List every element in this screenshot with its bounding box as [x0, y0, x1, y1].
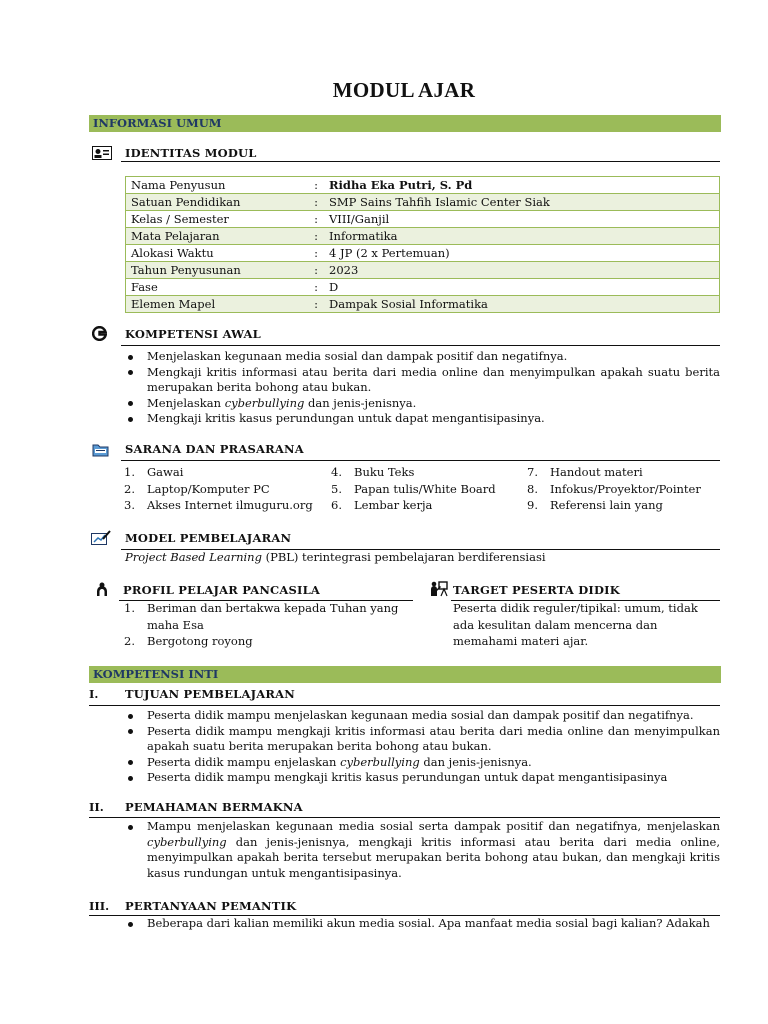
list-item	[124, 464, 334, 481]
list-text: Gawai	[147, 465, 184, 479]
folder-icon	[92, 442, 109, 461]
list-text: Laptop/Komputer PC	[147, 481, 270, 496]
table-row	[126, 194, 720, 211]
row-value: 2023	[324, 262, 720, 279]
row-label: Tahun Penyusunan	[126, 262, 309, 279]
row-separator: :	[308, 245, 324, 262]
sarana-list-col3	[527, 464, 727, 514]
pemahaman-number: II.	[89, 800, 104, 814]
row-label: Kelas / Semester	[126, 211, 309, 228]
list-item	[331, 464, 531, 481]
list-item	[124, 633, 414, 650]
list-item	[331, 481, 531, 498]
list-text: Buku Teks	[354, 465, 415, 479]
row-separator: :	[308, 228, 324, 245]
target-text: Peserta didik reguler/tipikal: umum, tidak ada kesulitan dalam mencerna dan memahami materi ajar.	[453, 601, 698, 648]
row-value: Ridha Eka Putri, S. Pd	[324, 177, 720, 194]
pemahaman-list	[125, 819, 720, 881]
model-text: Project Based Learning (PBL) terintegrasi pembelajaran berdiferensiasi	[125, 550, 546, 564]
pertanyaan-heading: PERTANYAAN PEMANTIK	[125, 899, 297, 913]
row-value: Dampak Sosial Informatika	[324, 296, 720, 313]
sarana-heading: SARANA DAN PRASARANA	[125, 442, 304, 456]
list-text: Beriman dan bertakwa kepada Tuhan yang maha Esa	[147, 601, 399, 632]
table-row	[126, 177, 720, 194]
row-separator: :	[308, 211, 324, 228]
target-heading: TARGET PESERTA DIDIK	[453, 583, 620, 597]
row-separator: :	[308, 296, 324, 313]
list-number: 6.	[331, 498, 342, 512]
list-item	[124, 497, 334, 514]
list-text: Handout materi	[550, 465, 643, 479]
teacher-board-icon	[430, 581, 448, 601]
profil-list	[124, 600, 414, 650]
sarana-list-col2	[331, 464, 531, 514]
model-heading: MODEL PEMBELAJARAN	[125, 531, 292, 545]
pemahaman-heading: PEMAHAMAN BERMAKNA	[125, 800, 303, 814]
table-row	[126, 211, 720, 228]
row-label: Fase	[126, 279, 309, 296]
divider	[89, 817, 720, 818]
table-row	[126, 262, 720, 279]
list-text: Papan tulis/White Board	[354, 481, 496, 496]
list-number: 1.	[124, 601, 135, 615]
row-value: SMP Sains Tahfih Islamic Center Siak	[324, 194, 720, 211]
identitas-heading: IDENTITAS MODUL	[125, 146, 257, 160]
list-item	[527, 497, 727, 514]
list-number: 4.	[331, 465, 342, 479]
pen-chart-icon	[91, 530, 111, 549]
row-separator: :	[308, 279, 324, 296]
row-separator: :	[308, 177, 324, 194]
pertanyaan-list	[125, 916, 720, 932]
list-text: Lembar kerja	[354, 498, 433, 512]
identitas-table	[125, 176, 720, 313]
row-label: Alokasi Waktu	[126, 245, 309, 262]
list-number: 2.	[124, 481, 135, 496]
list-item: Peserta didik mampu menjelaskan kegunaan media sosial dan dampak positif dan negatifnya.	[125, 708, 720, 724]
list-item: Menjelaskan kegunaan media sosial dan dampak positif dan negatifnya.	[125, 349, 720, 365]
list-number: 2.	[124, 634, 135, 648]
row-value: VIII/Ganjil	[324, 211, 720, 228]
list-item	[331, 497, 531, 514]
kompetensi-awal-list	[125, 349, 720, 427]
tujuan-heading: TUJUAN PEMBELAJARAN	[125, 687, 295, 701]
divider	[121, 345, 720, 346]
list-item: Peserta didik mampu enjelaskan cyberbullying dan jenis-jenisnya.	[125, 755, 720, 771]
list-text: Referensi lain yang	[550, 498, 663, 512]
row-label: Elemen Mapel	[126, 296, 309, 313]
pertanyaan-number: III.	[89, 899, 110, 913]
kompetensi-awal-heading: KOMPETENSI AWAL	[125, 327, 261, 341]
list-item: Mampu menjelaskan kegunaan media sosial serta dampak positif dan negatifnya, menjelaskan cyberbullying dan jenis-jenisnya, mengkaji kritis informasi atau berita dari media online, menyimpulkan apakah berita tersebut merupakan berita bohong atau bukan, dan mengkaji kritis kasus rundungan untuk mengantisipasinya.	[125, 819, 720, 881]
section-band-kompetensi-inti: KOMPETENSI INTI	[89, 666, 721, 683]
list-item	[124, 481, 334, 498]
row-separator: :	[308, 262, 324, 279]
list-item: Peserta didik mampu mengkaji kritis informasi atau berita dari media online dan menyimpulkan apakah suatu berita merupakan berita bohong atau bukan.	[125, 724, 720, 755]
list-item: Menjelaskan cyberbullying dan jenis-jenisnya.	[125, 396, 720, 412]
person-flag-icon	[94, 582, 110, 601]
divider	[89, 705, 720, 706]
document-title: MODUL AJAR	[332, 78, 476, 102]
list-text: Bergotong royong	[147, 634, 253, 648]
list-item: Mengkaji kritis kasus perundungan untuk dapat mengantisipasinya.	[125, 411, 720, 427]
list-number: 7.	[527, 465, 538, 479]
list-item	[527, 464, 727, 481]
divider	[121, 161, 720, 162]
row-label: Nama Penyusun	[126, 177, 309, 194]
row-value: Informatika	[324, 228, 720, 245]
tujuan-number: I.	[89, 687, 99, 701]
row-label: Mata Pelajaran	[126, 228, 309, 245]
row-value: 4 JP (2 x Pertemuan)	[324, 245, 720, 262]
list-item: Mengkaji kritis informasi atau berita dari media online dan menyimpulkan apakah suatu berita merupakan berita bohong atau bukan.	[125, 365, 720, 396]
row-label: Satuan Pendidikan	[126, 194, 309, 211]
list-number: 9.	[527, 498, 538, 512]
list-text: Akses Internet ilmuguru.org	[147, 498, 313, 512]
list-text: Infokus/Proyektor/Pointer	[550, 481, 701, 496]
tujuan-list	[125, 708, 720, 786]
profil-heading: PROFIL PELAJAR PANCASILA	[123, 583, 321, 597]
list-item	[124, 600, 414, 633]
table-row	[126, 245, 720, 262]
section-band-informasi-umum: INFORMASI UMUM	[89, 115, 721, 132]
list-number: 5.	[331, 481, 342, 496]
list-number: 3.	[124, 498, 135, 512]
id-card-icon	[92, 145, 112, 164]
row-value: D	[324, 279, 720, 296]
table-row	[126, 296, 720, 313]
list-item: Peserta didik mampu mengkaji kritis kasus perundungan untuk dapat mengantisipasinya	[125, 770, 720, 786]
table-row	[126, 228, 720, 245]
table-row	[126, 279, 720, 296]
list-number: 8.	[527, 481, 538, 496]
list-item	[527, 481, 727, 498]
list-number: 1.	[124, 465, 135, 479]
divider	[121, 460, 720, 461]
sarana-list-col1	[124, 464, 334, 514]
google-icon	[92, 326, 107, 345]
row-separator: :	[308, 194, 324, 211]
list-item: Beberapa dari kalian memiliki akun media sosial. Apa manfaat media sosial bagi kalian? Adakah	[125, 916, 720, 932]
